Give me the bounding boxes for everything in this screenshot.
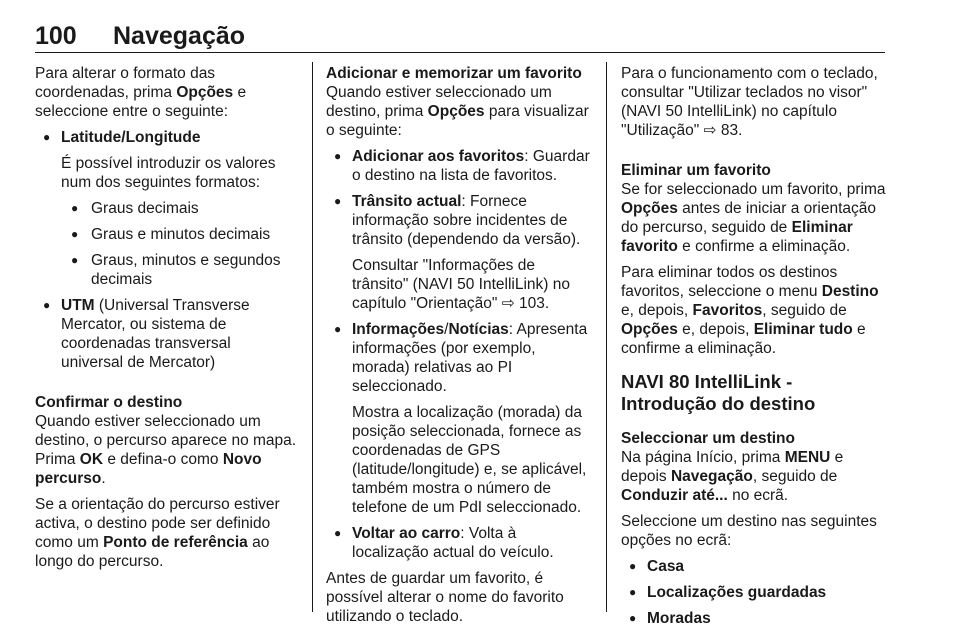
option-list xyxy=(326,524,592,562)
column-3 xyxy=(621,64,887,635)
paragraph: Se for seleccionado um favorito, prima Opções antes de iniciar a orientação do percurso, seguido de Eliminar favorito e confirme a eliminação. xyxy=(621,181,886,255)
paragraph: Se a orientação do percurso estiver activa, o destino pode ser definido como um Ponto de referência ao longo do percurso. xyxy=(35,496,280,570)
column-1 xyxy=(35,64,297,578)
paragraph: Quando estiver seleccionado um destino, o percurso aparece no mapa. Prima OK e defina-o como Novo percurso. xyxy=(35,413,297,487)
paragraph: Antes de guardar um favorito, é possível alterar o nome do favorito utilizando o teclado. xyxy=(326,570,564,625)
page-number: 100 xyxy=(35,22,77,50)
page-header xyxy=(35,16,885,50)
paragraph: Para eliminar todos os destinos favoritos, seleccione o menu Destino e, depois, Favoritos, seguido de Opções e, depois, Eliminar tudo e confirme a eliminação. xyxy=(621,264,879,357)
section-heading: Confirmar o destino xyxy=(35,394,183,411)
list-item: ● Adicionar aos favoritos: Guardar o destino na lista de favoritos. xyxy=(326,147,592,185)
list-item: ● Informações/Notícias: Apresenta informações (por exemplo, morada) relativas ao PI seleccionado. xyxy=(326,320,592,396)
list-item: ● UTM (Universal Transverse Mercator, ou sistema de coordenadas transversal universal de Mercator) xyxy=(35,296,297,372)
sub-list xyxy=(35,199,297,289)
page-title: Navegação xyxy=(113,22,246,50)
option-list xyxy=(326,320,592,396)
section-heading: Seleccionar um destino xyxy=(621,430,795,447)
column-divider xyxy=(312,62,313,612)
paragraph: Para o funcionamento com o teclado, consultar "Utilizar teclados no visor" (NAVI 50 IntelliLink) no capítulo "Utilização" ⇨ 83. xyxy=(621,65,878,139)
paragraph: É possível introduzir os valores num dos seguintes formatos: xyxy=(61,155,276,191)
format-list xyxy=(35,296,297,372)
column-2 xyxy=(326,64,592,633)
option-list xyxy=(326,147,592,249)
section-title: NAVI 80 IntelliLink - Introdução do destino xyxy=(621,371,816,414)
section-heading: Eliminar um favorito xyxy=(621,162,771,179)
list-item: ● Trânsito actual: Fornece informação sobre incidentes de trânsito (dependendo da versão). xyxy=(326,192,592,249)
column-divider xyxy=(606,62,607,612)
list-item: ● Graus e minutos decimais xyxy=(35,225,297,244)
reference-arrow-icon: ⇨ xyxy=(703,122,717,139)
paragraph: Para alterar o formato das coordenadas, prima Opções e seleccione entre o seguinte: xyxy=(35,65,247,120)
list-item: ● Casa xyxy=(621,557,887,576)
paragraph: Seleccione um destino nas seguintes opções no ecrã: xyxy=(621,513,877,549)
reference-arrow-icon: ⇨ xyxy=(501,295,515,312)
section-heading: Adicionar e memorizar um favorito xyxy=(326,65,582,82)
list-item: ● Voltar ao carro: Volta à localização actual do veículo. xyxy=(326,524,592,562)
paragraph: Consultar "Informações de trânsito" (NAVI 50 IntelliLink) no capítulo "Orientação" ⇨ 103. xyxy=(352,257,571,312)
list-item: ● Graus, minutos e segundos decimais xyxy=(35,251,297,289)
destination-options xyxy=(621,557,887,628)
list-item: ● Moradas xyxy=(621,609,887,628)
format-list xyxy=(35,128,297,147)
paragraph: Quando estiver seleccionado um destino, prima Opções para visualizar o seguinte: xyxy=(326,84,589,139)
paragraph: Na página Início, prima MENU e depois Navegação, seguido de Conduzir até... no ecrã. xyxy=(621,449,844,504)
list-item: ● Latitude/Longitude xyxy=(35,128,297,147)
paragraph: Mostra a localização (morada) da posição seleccionada, fornece as coordenadas de GPS (latitude/longitude) e, se aplicável, também mostra o número de telefone de um PdI seleccionado. xyxy=(352,404,587,516)
list-item: ● Localizações guardadas xyxy=(621,583,887,602)
header-rule xyxy=(35,52,885,53)
list-item: ● Graus decimais xyxy=(35,199,297,218)
